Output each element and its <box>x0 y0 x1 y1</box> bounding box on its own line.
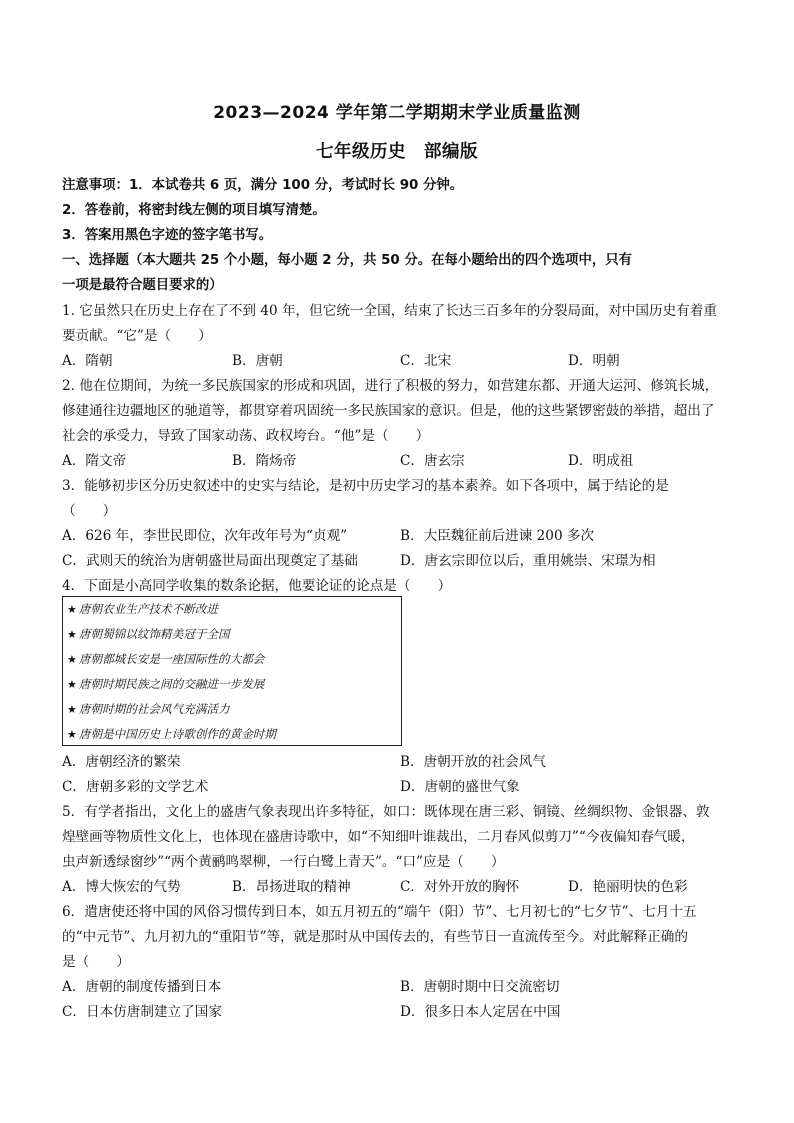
question-5-option-a[interactable]: A．博大恢宏的气势 <box>62 879 181 895</box>
question-4-option-b[interactable]: B．唐朝开放的社会风气 <box>400 754 546 770</box>
question-2-line-2: 修建通往边疆地区的驰道等，都贯穿着巩固统一多民族国家的意识。但是，他的这些紧锣密鼓的举措，超出了 <box>62 403 715 419</box>
star-icon: ★ <box>67 603 77 616</box>
question-2-option-b[interactable]: B．隋炀帝 <box>232 453 297 469</box>
question-3-line-2: （ ） <box>62 503 117 519</box>
star-icon: ★ <box>67 678 77 691</box>
question-5-line-2: 煌壁画等物质性文化上，也体现在盛唐诗歌中，如“不知细叶谁裁出，二月春风似剪刀”“今夜偏知春气暖， <box>62 829 695 845</box>
question-1-option-b[interactable]: B．唐朝 <box>232 353 283 369</box>
star-icon: ★ <box>67 728 77 741</box>
question-2-option-d[interactable]: D．明成祖 <box>568 453 634 469</box>
question-3-line-1: 3．能够初步区分历史叙述中的史实与结论，是初中历史学习的基本素养。如下各项中，属于结论的是 <box>62 478 669 494</box>
star-icon: ★ <box>67 703 77 716</box>
section-heading-line1: 一、选择题（本大题共 25 个小题，每小题 2 分，共 50 分。在每小题给出的四个选项中，只有 <box>62 253 633 268</box>
question-1-line-1: 1. 它虽然只在历史上存在了不到 40 年，但它统一全国，结束了长达三百多年的分裂局面，对中国历史有着重 <box>62 303 717 319</box>
question-6-option-d[interactable]: D．很多日本人定居在中国 <box>400 1004 561 1020</box>
question-2-option-c[interactable]: C．唐玄宗 <box>400 453 465 469</box>
question-1-line-2: 要贡献。“它”是（ ） <box>62 328 212 344</box>
evidence-item: ★ 唐朝时期的社会风气充满活力 <box>67 702 230 716</box>
question-3-option-c[interactable]: C．武则天的统治为唐朝盛世局面出现奠定了基础 <box>62 553 358 569</box>
question-6-option-a[interactable]: A．唐朝的制度传播到日本 <box>62 979 222 995</box>
question-3-option-a[interactable]: A．626 年，李世民即位，次年改年号为“贞观” <box>62 528 348 544</box>
question-5-option-d[interactable]: D．艳丽明快的色彩 <box>568 879 688 895</box>
question-5-line-3: 虫声新透绿窗纱”“两个黄鹂鸣翠柳，一行白鹭上青天”。“口”应是（ ） <box>62 854 505 870</box>
question-5-line-1: 5．有学者指出，文化上的盛唐气象表现出许多特征，如口：既体现在唐三彩、铜镜、丝绸织物、金银器、敦 <box>62 804 710 820</box>
evidence-item: ★ 唐朝时期民族之间的交融进一步发展 <box>67 677 265 691</box>
evidence-item: ★ 唐朝是中国历史上诗歌创作的黄金时期 <box>67 727 276 741</box>
question-3-option-b[interactable]: B．大臣魏征前后进谏 200 多次 <box>400 528 595 544</box>
question-1-option-c[interactable]: C．北宋 <box>400 353 452 369</box>
note-3: 3．答案用黑色字迹的签字笔书写。 <box>62 228 273 243</box>
exam-title: 2023—2024 学年第二学期期末学业质量监测 <box>213 103 581 123</box>
star-icon: ★ <box>67 653 77 666</box>
question-2-line-3: 社会的承受力，导致了国家动荡、政权垮台。“他”是（ ） <box>62 428 430 444</box>
note-1: 注意事项：1．本试卷共 6 页，满分 100 分，考试时长 90 分钟。 <box>62 178 464 193</box>
evidence-box <box>62 596 402 746</box>
exam-subtitle: 七年级历史 部编版 <box>316 142 478 162</box>
question-4-option-d[interactable]: D．唐朝的盛世气象 <box>400 779 520 795</box>
question-5-option-c[interactable]: C．对外开放的胸怀 <box>400 879 520 895</box>
question-4-option-a[interactable]: A．唐朝经济的繁荣 <box>62 754 181 770</box>
question-6-line-3: 是（ ） <box>62 954 130 970</box>
question-6-option-c[interactable]: C．日本仿唐制建立了国家 <box>62 1004 222 1020</box>
evidence-item: ★ 唐朝都城长安是一座国际性的大都会 <box>67 652 265 666</box>
question-6-option-b[interactable]: B．唐朝时期中日交流密切 <box>400 979 560 995</box>
question-2-line-1: 2. 他在位期间，为统一多民族国家的形成和巩固，进行了积极的努力，如营建东都、开通大运河、修筑长城， <box>62 378 719 394</box>
question-4-line-1: 4．下面是小高同学收集的数条论据，他要论证的论点是（ ） <box>62 578 452 594</box>
evidence-item: ★ 唐朝农业生产技术不断改进 <box>67 602 219 616</box>
question-3-option-d[interactable]: D．唐玄宗即位以后，重用姚崇、宋璟为相 <box>400 553 656 569</box>
question-2-option-a[interactable]: A．隋文帝 <box>62 453 127 469</box>
evidence-item: ★ 唐朝蜀锦以纹饰精美冠于全国 <box>67 627 230 641</box>
question-6-line-2: 的“中元节”、九月初九的“重阳节”等，就是那时从中国传去的，有些节日一直流传至今。对此解释正确的 <box>62 929 688 945</box>
question-6-line-1: 6．遣唐使还将中国的风俗习惯传到日本，如五月初五的“端午（阳）节”、七月初七的“七夕节”、七月十五 <box>62 904 697 920</box>
star-icon: ★ <box>67 628 77 641</box>
section-heading-line2: 一项是最符合题目要求的） <box>62 278 223 293</box>
question-5-option-b[interactable]: B．昂扬进取的精神 <box>232 879 351 895</box>
question-4-option-c[interactable]: C．唐朝多彩的文学艺术 <box>62 779 209 795</box>
question-1-option-d[interactable]: D．明朝 <box>568 353 620 369</box>
note-2: 2．答卷前，将密封线左侧的项目填写清楚。 <box>62 203 326 218</box>
question-1-option-a[interactable]: A．隋朝 <box>62 353 113 369</box>
